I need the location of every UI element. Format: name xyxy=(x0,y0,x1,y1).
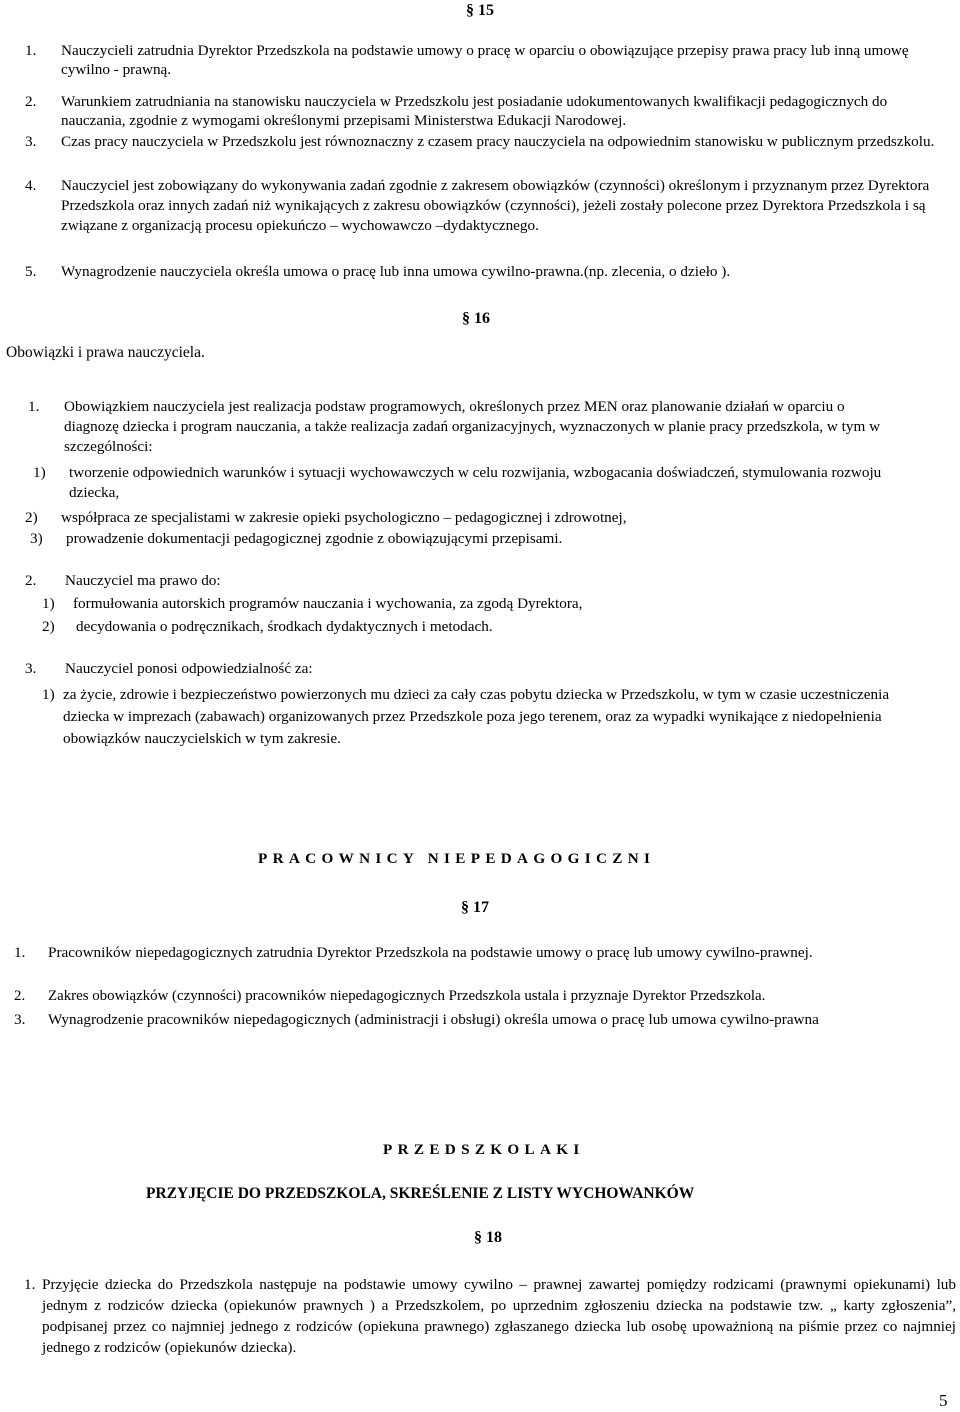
sub-text: formułowania autorskich programów nauczania i wychowania, za zgodą Dyrektora, xyxy=(73,595,583,612)
item-number: 1. xyxy=(28,398,40,415)
section-16-item-1-sub-1 xyxy=(25,463,915,503)
section-16-item-2-sub-1 xyxy=(42,596,582,611)
section-16-item-2-sub-2 xyxy=(42,619,493,634)
section-17-item-2 xyxy=(14,989,765,1004)
item-text: Wynagrodzenie nauczyciela określa umowa o pracę lub inna umowa cywilno-prawna.(np. zlecenia, o dzieło ). xyxy=(61,263,731,280)
item-text: Zakres obowiązków (czynności) pracowników niepedagogicznych Przedszkola ustala i przyznaje Dyrektor Przedszkola. xyxy=(48,988,766,1004)
section-15-item-5 xyxy=(25,262,955,281)
section-15-item-1 xyxy=(25,41,955,79)
section-16-item-3 xyxy=(25,661,313,676)
item-number: 4. xyxy=(25,177,37,194)
section-16-item-3-sub-1 xyxy=(42,684,932,750)
section-18-item-1 xyxy=(24,1274,956,1358)
section-16-heading: § 16 xyxy=(462,310,490,327)
item-number: 2. xyxy=(25,93,37,110)
item-number: 1. xyxy=(24,1276,36,1293)
sub-text: prowadzenie dokumentacji pedagogicznej zgodnie z obowiązującymi przepisami. xyxy=(66,530,563,547)
item-text: Przyjęcie dziecka do Przedszkola następuje na podstawie umowy cywilno – prawnej zawartej pomiędzy rodzicami (prawnymi opiekunami) lub jednym z rodziców dziecka (opiekunów prawnych ) a Przedszkolem, po uprzednim zgłoszeniu dziecka na podstawie tzw. „ karty zgłoszenia”, podpisanej przez co najmniej jednego z rodziców (opiekuna prawnego) zgłaszanego dziecka lub osobę upoważnioną na piśmie przez co najmniej jednego z rodziców (opiekunów dziecka). xyxy=(42,1276,956,1356)
section-15-item-4 xyxy=(25,176,955,236)
section-16-item-1 xyxy=(28,397,898,457)
sub-number: 2) xyxy=(25,509,38,526)
sub-text: tworzenie odpowiednich warunków i sytuacji wychowawczych w celu rozwijania, wzbogacania doświadczeń, stymulowania rozwoju dziecka, xyxy=(69,464,882,501)
section-15-item-3 xyxy=(25,132,955,151)
section-17-item-1 xyxy=(14,943,956,963)
item-number: 2. xyxy=(25,572,37,589)
item-number: 3. xyxy=(25,660,37,677)
item-text: Nauczyciel ponosi odpowiedzialność za: xyxy=(65,660,313,677)
item-text: Nauczycieli zatrudnia Dyrektor Przedszkola na podstawie umowy o pracę w oparciu o obowiązujące przepisy prawa pracy lub inną umowę cywilno - prawną. xyxy=(61,42,909,78)
item-number: 3. xyxy=(14,1011,26,1028)
children-heading: PRZEDSZKOLAKI xyxy=(383,1141,585,1158)
page-number: 5 xyxy=(939,1391,948,1410)
sub-number: 1) xyxy=(42,686,55,703)
section-16-item-1-sub-3 xyxy=(30,531,562,546)
sub-text: za życie, zdrowie i bezpieczeństwo powierzonych mu dzieci za cały czas pobytu dziecka w Przedszkolu, w tym w czasie uczestniczenia dziecka w imprezach (zabawach) organizowanych przez Przedszkole poza jego terenem, oraz za wypadki wynikające z niedopełnienia obowiązków nauczycielskich w tym zakresie. xyxy=(63,686,890,747)
sub-number: 1) xyxy=(42,595,55,612)
item-number: 5. xyxy=(25,263,37,280)
item-text: Obowiązkiem nauczyciela jest realizacja podstaw programowych, określonych przez MEN oraz planowanie działań w oparciu o diagnozę dziecka i program nauczania, a także realizacja zadań organizacyjnych, wyznaczonych w planie pracy przedszkola, w tym w szczególności: xyxy=(64,398,881,455)
item-text: Nauczyciel jest zobowiązany do wykonywania zadań zgodnie z zakresem obowiązków (czynności) określonym i przyznanym przez Dyrektora Przedszkola oraz innych zadań niż wynikających z zakresu obowiązków (czynności), jeżeli zostały polecone przez Dyrektora Przedszkola i są związane z organizacją procesu opiekuńczo – wychowawczo –dydaktycznego. xyxy=(61,177,930,234)
item-number: 1. xyxy=(14,944,26,961)
item-number: 1. xyxy=(25,42,37,59)
section-17-heading: § 17 xyxy=(461,899,489,916)
duties-heading: Obowiązki i prawa nauczyciela. xyxy=(6,344,205,361)
item-text: Pracowników niepedagogicznych zatrudnia Dyrektor Przedszkola na podstawie umowy o pracę lub umowy cywilno-prawnej. xyxy=(48,944,813,961)
section-16-item-1-sub-2 xyxy=(25,510,627,525)
item-text: Czas pracy nauczyciela w Przedszkolu jest równoznaczny z czasem pracy nauczyciela na odpowiednim stanowisku w publicznym przedszkolu. xyxy=(61,133,935,150)
sub-number: 1) xyxy=(33,464,46,481)
section-17-item-3 xyxy=(14,1009,956,1030)
admission-heading: PRZYJĘCIE DO PRZEDSZKOLA, SKREŚLENIE Z LISTY WYCHOWANKÓW xyxy=(146,1185,695,1202)
item-text: Warunkiem zatrudniania na stanowisku nauczyciela w Przedszkolu jest posiadanie udokumentowanych kwalifikacji pedagogicznych do nauczania, zgodnie z wymogami określonymi przepisami Ministerstwa Edukacji Narodowej. xyxy=(61,93,888,129)
item-number: 2. xyxy=(14,988,26,1004)
section-16-item-2 xyxy=(25,573,221,588)
staff-heading: PRACOWNICY NIEPEDAGOGICZNI xyxy=(258,850,656,867)
sub-text: współpraca ze specjalistami w zakresie opieki psychologiczno – pedagogicznej i zdrowotnej, xyxy=(61,509,627,526)
sub-text: decydowania o podręcznikach, środkach dydaktycznych i metodach. xyxy=(76,618,493,635)
sub-number: 2) xyxy=(42,618,55,635)
item-text: Wynagrodzenie pracowników niepedagogicznych (administracji i obsługi) określa umowa o pracę lub umowa cywilno-prawna xyxy=(48,1011,819,1028)
sub-number: 3) xyxy=(30,530,43,547)
section-18-heading: § 18 xyxy=(474,1229,502,1246)
item-text: Nauczyciel ma prawo do: xyxy=(65,572,221,589)
section-15-heading: § 15 xyxy=(466,2,494,19)
section-15-item-2 xyxy=(25,92,955,130)
item-number: 3. xyxy=(25,133,37,150)
